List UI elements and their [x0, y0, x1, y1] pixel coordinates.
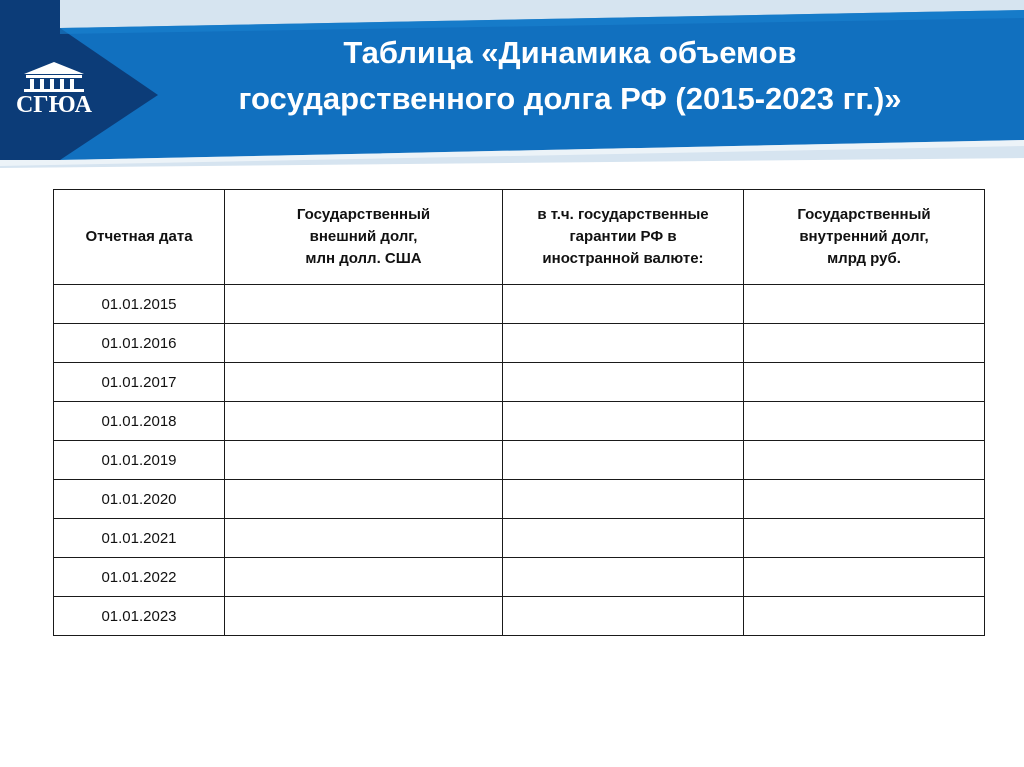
header-external-line-2: внешний долг,	[309, 228, 418, 245]
internal-debt-cell[interactable]	[744, 285, 985, 324]
guarantees-cell[interactable]	[503, 363, 744, 402]
header-guarantees-line-3: иностранной валюте:	[542, 250, 704, 267]
table-row	[54, 285, 985, 324]
internal-debt-cell[interactable]	[744, 363, 985, 402]
debt-table	[53, 189, 985, 636]
header-guarantees-line-1: в т.ч. государственные	[537, 206, 709, 223]
external-debt-cell[interactable]	[225, 285, 503, 324]
internal-debt-cell[interactable]	[744, 324, 985, 363]
table-header-row	[54, 190, 985, 285]
external-debt-cell[interactable]	[225, 324, 503, 363]
external-debt-cell[interactable]	[225, 558, 503, 597]
header-internal-debt	[744, 190, 985, 285]
date-cell: 01.01.2020	[54, 480, 225, 519]
date-cell: 01.01.2021	[54, 519, 225, 558]
internal-debt-cell[interactable]	[744, 441, 985, 480]
header-guarantees-line-2: гарантии РФ в	[569, 228, 677, 245]
header-external-line-1: Государственный	[296, 206, 431, 223]
guarantees-cell[interactable]	[503, 480, 744, 519]
logo-text: СГЮА	[15, 92, 93, 118]
guarantees-cell[interactable]	[503, 558, 744, 597]
header-internal-line-3: млрд руб.	[827, 250, 901, 267]
external-debt-cell[interactable]	[225, 441, 503, 480]
guarantees-cell[interactable]	[503, 324, 744, 363]
guarantees-cell[interactable]	[503, 285, 744, 324]
table-row	[54, 558, 985, 597]
header-date-line: Отчетная дата	[85, 228, 193, 245]
debt-table-wrapper	[53, 189, 985, 636]
internal-debt-cell[interactable]	[744, 402, 985, 441]
date-cell: 01.01.2019	[54, 441, 225, 480]
guarantees-cell[interactable]	[503, 597, 744, 636]
table-row	[54, 597, 985, 636]
internal-debt-cell[interactable]	[744, 519, 985, 558]
date-cell: 01.01.2017	[54, 363, 225, 402]
table-row	[54, 441, 985, 480]
table-row	[54, 480, 985, 519]
building-columns-icon	[14, 58, 94, 94]
header-external-line-3: млн долл. США	[305, 250, 422, 267]
external-debt-cell[interactable]	[225, 597, 503, 636]
date-cell: 01.01.2016	[54, 324, 225, 363]
internal-debt-cell[interactable]	[744, 480, 985, 519]
page-title	[140, 30, 1000, 122]
header-date	[54, 190, 225, 285]
title-line-2: государственного долга РФ (2015-2023 гг.)»	[238, 81, 902, 116]
header-external-debt	[225, 190, 503, 285]
table-row	[54, 324, 985, 363]
internal-debt-cell[interactable]	[744, 558, 985, 597]
table-row	[54, 402, 985, 441]
date-cell: 01.01.2015	[54, 285, 225, 324]
header-internal-line-1: Государственный	[797, 206, 931, 223]
external-debt-cell[interactable]	[225, 363, 503, 402]
external-debt-cell[interactable]	[225, 519, 503, 558]
internal-debt-cell[interactable]	[744, 597, 985, 636]
guarantees-cell[interactable]	[503, 519, 744, 558]
guarantees-cell[interactable]	[503, 402, 744, 441]
header-guarantees	[503, 190, 744, 285]
table-row	[54, 519, 985, 558]
date-cell: 01.01.2018	[54, 402, 225, 441]
title-line-1: Таблица «Динамика объемов	[343, 35, 797, 70]
date-cell: 01.01.2023	[54, 597, 225, 636]
table-row	[54, 363, 985, 402]
external-debt-cell[interactable]	[225, 480, 503, 519]
guarantees-cell[interactable]	[503, 441, 744, 480]
header-internal-line-2: внутренний долг,	[799, 228, 929, 245]
external-debt-cell[interactable]	[225, 402, 503, 441]
date-cell: 01.01.2022	[54, 558, 225, 597]
header-banner	[0, 0, 1024, 170]
logo	[14, 58, 94, 128]
